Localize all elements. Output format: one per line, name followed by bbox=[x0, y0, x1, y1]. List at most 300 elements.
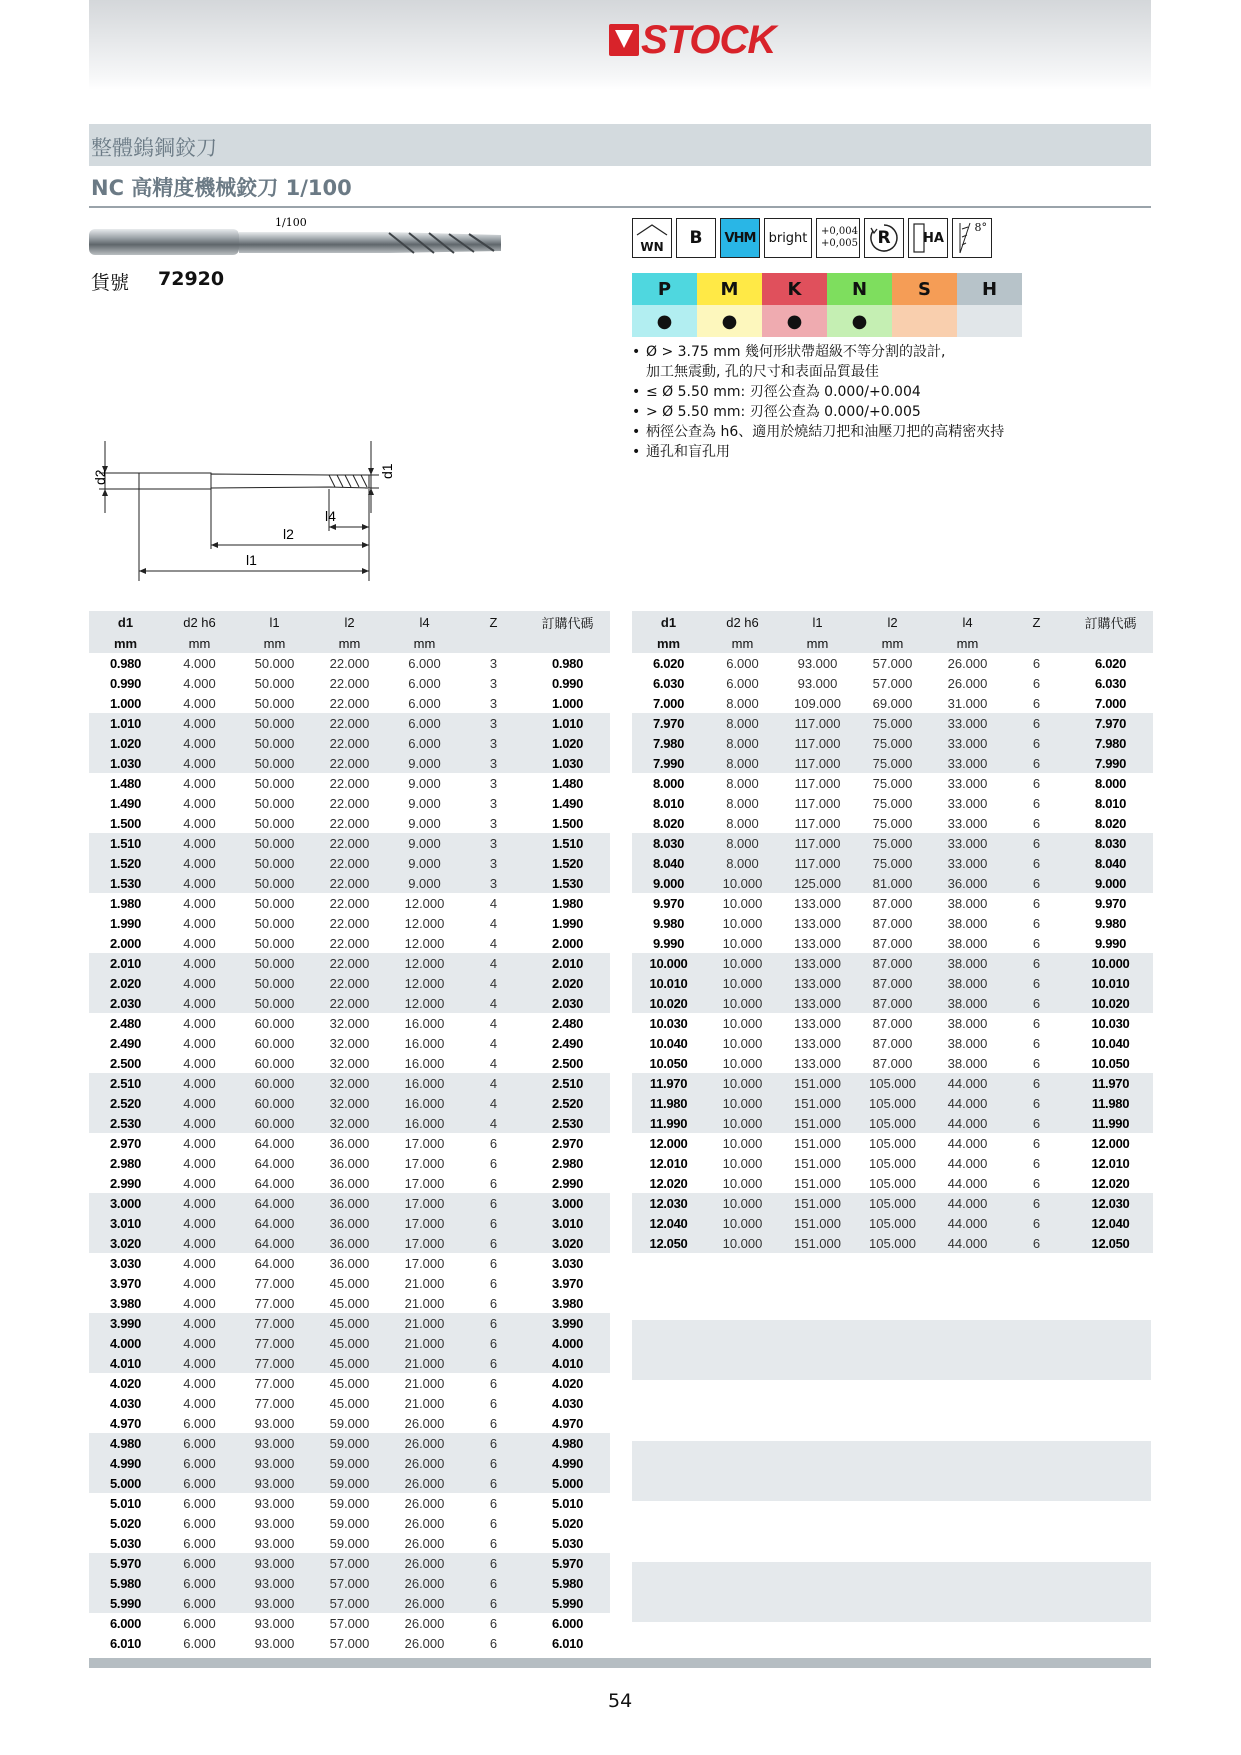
table-cell: 16.000 bbox=[404, 1055, 445, 1071]
table-cell: 4.000 bbox=[162, 1333, 237, 1353]
table-cell: 21.000 bbox=[404, 1275, 445, 1291]
table-cell: 36.000 bbox=[312, 1193, 387, 1213]
table-cell: 133.000 bbox=[794, 1015, 841, 1031]
table-units-row bbox=[632, 633, 1153, 653]
table-cell: 6 bbox=[462, 1313, 525, 1333]
table-cell: 26.000 bbox=[404, 1415, 445, 1431]
table-cell: 4.000 bbox=[183, 895, 216, 911]
table-cell: 117.000 bbox=[780, 753, 855, 773]
table-cell: 1.490 bbox=[109, 795, 142, 811]
table-cell: 6 bbox=[489, 1635, 498, 1651]
table-cell: 4.000 bbox=[183, 1375, 216, 1391]
table-cell: 6.000 bbox=[387, 733, 462, 753]
table-row bbox=[89, 1313, 610, 1333]
table-cell: 4.000 bbox=[183, 1275, 216, 1291]
table-cell: 16.000 bbox=[387, 1073, 462, 1093]
table-cell: 105.000 bbox=[855, 1113, 930, 1133]
table-cell: 87.000 bbox=[872, 1055, 913, 1071]
table-cell: 64.000 bbox=[254, 1175, 295, 1191]
table-cell: 93.000 bbox=[237, 1573, 312, 1593]
table-cell: 59.000 bbox=[329, 1515, 370, 1531]
table-row bbox=[89, 773, 610, 793]
table-row bbox=[632, 753, 1153, 773]
table-cell: 151.000 bbox=[794, 1155, 841, 1171]
order-code-cell: 2.490 bbox=[551, 1035, 584, 1051]
table-cell: 87.000 bbox=[872, 935, 913, 951]
order-code-cell: 2.510 bbox=[525, 1073, 610, 1093]
table-cell: 10.000 bbox=[722, 1175, 763, 1191]
table-cell: 93.000 bbox=[237, 1593, 312, 1613]
table-cell: 10.020 bbox=[632, 993, 705, 1013]
order-code-cell: 8.010 bbox=[1094, 795, 1127, 811]
table-cell: 6 bbox=[1032, 895, 1041, 911]
table-cell: 26.000 bbox=[404, 1635, 445, 1651]
table-cell: 4.990 bbox=[89, 1453, 162, 1473]
table-cell: 17.000 bbox=[404, 1175, 445, 1191]
table-cell: 133.000 bbox=[780, 993, 855, 1013]
table-cell: 3.970 bbox=[109, 1275, 142, 1291]
table-cell: 22.000 bbox=[329, 895, 370, 911]
table-row bbox=[632, 793, 1153, 813]
b-icon bbox=[676, 218, 716, 258]
table-cell: 3 bbox=[489, 695, 498, 711]
table-cell: 50.000 bbox=[237, 853, 312, 873]
helix-angle-label: 8° bbox=[974, 221, 987, 234]
table-cell: 6 bbox=[462, 1333, 525, 1353]
table-cell: 36.000 bbox=[312, 1213, 387, 1233]
table-cell: 151.000 bbox=[780, 1113, 855, 1133]
table-cell: 4.000 bbox=[162, 993, 237, 1013]
table-cell: 50.000 bbox=[237, 973, 312, 993]
table-cell: 6 bbox=[489, 1415, 498, 1431]
table-cell: 117.000 bbox=[780, 833, 855, 853]
table-cell: 81.000 bbox=[855, 873, 930, 893]
table-cell: 3.030 bbox=[109, 1255, 142, 1271]
column-unit bbox=[462, 633, 525, 653]
stock-logo bbox=[609, 18, 775, 62]
table-cell: 93.000 bbox=[237, 1553, 312, 1573]
table-cell: 6 bbox=[1032, 1155, 1041, 1171]
table-row bbox=[89, 1593, 610, 1613]
order-code-cell: 2.980 bbox=[551, 1155, 584, 1171]
order-code-cell: 7.970 bbox=[1068, 713, 1153, 733]
table-cell: 6 bbox=[489, 1395, 498, 1411]
table-cell: 32.000 bbox=[329, 1055, 370, 1071]
table-cell: 12.050 bbox=[632, 1233, 705, 1253]
material-grid bbox=[632, 273, 1022, 337]
table-row bbox=[632, 813, 1153, 833]
table-cell: 2.030 bbox=[89, 993, 162, 1013]
table-cell: 17.000 bbox=[387, 1193, 462, 1213]
column-unit bbox=[525, 633, 610, 653]
table-cell: 57.000 bbox=[312, 1553, 387, 1573]
order-code-cell: 2.970 bbox=[551, 1135, 584, 1151]
table-cell: 133.000 bbox=[794, 1035, 841, 1051]
table-cell: 6 bbox=[1032, 1035, 1041, 1051]
page-header bbox=[89, 0, 1151, 90]
table-cell: 8.010 bbox=[652, 795, 685, 811]
table-cell: 3 bbox=[489, 815, 498, 831]
wn-label: WN bbox=[640, 240, 664, 254]
table-cell: 22.000 bbox=[312, 733, 387, 753]
table-cell: 6 bbox=[489, 1275, 498, 1291]
table-cell: 33.000 bbox=[930, 853, 1005, 873]
table-cell: 36.000 bbox=[329, 1155, 370, 1171]
order-code-cell: 2.480 bbox=[551, 1015, 584, 1031]
table-cell: 87.000 bbox=[872, 1015, 913, 1031]
table-cell: 12.000 bbox=[387, 953, 462, 973]
title-band bbox=[89, 124, 1151, 166]
table-cell: 4.000 bbox=[162, 1093, 237, 1113]
table-cell: 6 bbox=[489, 1175, 498, 1191]
table-row bbox=[632, 1053, 1153, 1073]
table-cell: 2.990 bbox=[109, 1175, 142, 1191]
table-cell: 77.000 bbox=[254, 1375, 295, 1391]
table-cell: 10.000 bbox=[705, 953, 780, 973]
table-cell: 10.000 bbox=[705, 1113, 780, 1133]
table-cell: 4.000 bbox=[183, 815, 216, 831]
table-cell: 87.000 bbox=[855, 973, 930, 993]
order-code-cell: 3.990 bbox=[525, 1313, 610, 1333]
table-row bbox=[632, 1133, 1153, 1153]
table-cell: 26.000 bbox=[387, 1573, 462, 1593]
table-row bbox=[89, 1393, 610, 1413]
table-cell: 26.000 bbox=[947, 675, 988, 691]
table-cell: 4 bbox=[489, 895, 498, 911]
table-cell: 6 bbox=[1005, 1233, 1068, 1253]
table-cell: 6 bbox=[1005, 853, 1068, 873]
order-code-cell: 3.000 bbox=[525, 1193, 610, 1213]
table-cell: 1.530 bbox=[89, 873, 162, 893]
table-cell: 33.000 bbox=[947, 775, 988, 791]
table-cell: 6 bbox=[489, 1495, 498, 1511]
table-cell: 6 bbox=[1032, 935, 1041, 951]
table-row bbox=[89, 1133, 610, 1153]
table-cell: 4.010 bbox=[89, 1353, 162, 1373]
table-cell: 6 bbox=[1032, 775, 1041, 791]
table-row bbox=[632, 713, 1153, 733]
table-cell: 2.020 bbox=[89, 973, 162, 993]
table-cell: 64.000 bbox=[254, 1135, 295, 1151]
table-row bbox=[632, 1173, 1153, 1193]
table-row bbox=[89, 1153, 610, 1173]
table-cell: 93.000 bbox=[237, 1473, 312, 1493]
order-code-cell: 5.980 bbox=[525, 1573, 610, 1593]
table-cell: 6 bbox=[462, 1233, 525, 1253]
table-cell: 125.000 bbox=[780, 873, 855, 893]
order-code-cell: 6.020 bbox=[1094, 655, 1127, 671]
table-cell: 4 bbox=[462, 1113, 525, 1133]
table-cell: 6 bbox=[462, 1473, 525, 1493]
table-row bbox=[89, 1353, 610, 1373]
right-hand-label: R bbox=[877, 228, 891, 248]
order-code-cell: 12.050 bbox=[1068, 1233, 1153, 1253]
table-cell: 38.000 bbox=[930, 973, 1005, 993]
table-cell: 6 bbox=[1005, 1193, 1068, 1213]
table-cell: 6 bbox=[489, 1615, 498, 1631]
table-cell: 22.000 bbox=[329, 655, 370, 671]
tool-fraction: 1/100 bbox=[275, 216, 307, 229]
table-cell: 9.000 bbox=[387, 853, 462, 873]
table-cell: 105.000 bbox=[855, 1193, 930, 1213]
table-cell: 151.000 bbox=[780, 1213, 855, 1233]
table-cell: 6 bbox=[1032, 1015, 1041, 1031]
table-cell: 22.000 bbox=[312, 973, 387, 993]
table-cell: 12.010 bbox=[649, 1155, 688, 1171]
table-cell: 50.000 bbox=[237, 733, 312, 753]
column-unit: mm bbox=[855, 633, 930, 653]
table-cell: 4 bbox=[462, 993, 525, 1013]
material-k-suitability: ● bbox=[762, 305, 827, 337]
table-cell: 4 bbox=[489, 1015, 498, 1031]
table-cell: 4.000 bbox=[162, 753, 237, 773]
table-cell: 60.000 bbox=[237, 1113, 312, 1133]
table-cell: 10.000 bbox=[705, 1193, 780, 1213]
table-cell: 10.050 bbox=[649, 1055, 688, 1071]
table-cell: 77.000 bbox=[254, 1275, 295, 1291]
table-cell: 75.000 bbox=[855, 833, 930, 853]
table-row bbox=[632, 1033, 1153, 1053]
column-header: 訂購代碼 bbox=[525, 611, 610, 633]
order-code-cell: 9.980 bbox=[1094, 915, 1127, 931]
table-cell: 6.000 bbox=[183, 1615, 216, 1631]
table-row bbox=[89, 853, 610, 873]
ha-shank-icon bbox=[908, 218, 948, 258]
page-number: 54 bbox=[608, 1690, 633, 1712]
table-cell: 6 bbox=[1005, 953, 1068, 973]
table-cell: 12.000 bbox=[404, 935, 445, 951]
table-row bbox=[89, 793, 610, 813]
table-cell: 10.000 bbox=[705, 1073, 780, 1093]
table-row bbox=[89, 953, 610, 973]
table-cell: 64.000 bbox=[237, 1213, 312, 1233]
table-row bbox=[89, 1513, 610, 1533]
table-row bbox=[89, 1253, 610, 1273]
table-cell: 4.000 bbox=[162, 1073, 237, 1093]
table-cell: 8.000 bbox=[726, 775, 759, 791]
table-row bbox=[632, 1233, 1153, 1253]
order-code-cell: 1.530 bbox=[525, 873, 610, 893]
table-cell: 17.000 bbox=[404, 1155, 445, 1171]
table-row bbox=[632, 1213, 1153, 1233]
table-cell: 2.520 bbox=[89, 1093, 162, 1113]
table-cell: 2.490 bbox=[109, 1035, 142, 1051]
order-code-cell: 12.000 bbox=[1091, 1135, 1130, 1151]
bright-finish-icon bbox=[764, 218, 812, 258]
order-code-cell: 11.980 bbox=[1068, 1093, 1153, 1113]
order-code-cell: 2.030 bbox=[525, 993, 610, 1013]
feature-item: • 通孔和盲孔用 bbox=[632, 442, 1004, 462]
order-code-cell: 2.520 bbox=[525, 1093, 610, 1113]
table-cell: 59.000 bbox=[312, 1433, 387, 1453]
table-cell: 4.000 bbox=[183, 1175, 216, 1191]
table-cell: 60.000 bbox=[254, 1035, 295, 1051]
table-cell: 10.000 bbox=[705, 1093, 780, 1113]
table-cell: 50.000 bbox=[254, 675, 295, 691]
table-cell: 45.000 bbox=[312, 1333, 387, 1353]
table-cell: 26.000 bbox=[404, 1615, 445, 1631]
table-cell: 4.000 bbox=[162, 1353, 237, 1373]
material-h-header: H bbox=[957, 273, 1022, 305]
table-cell: 6.000 bbox=[162, 1433, 237, 1453]
table-cell: 77.000 bbox=[237, 1333, 312, 1353]
table-cell: 6 bbox=[1032, 655, 1041, 671]
material-p-header: P bbox=[632, 273, 697, 305]
table-cell: 4 bbox=[462, 1073, 525, 1093]
table-row bbox=[89, 1113, 610, 1133]
column-header: 訂購代碼 bbox=[1068, 611, 1153, 633]
table-row bbox=[89, 693, 610, 713]
order-code-cell: 10.040 bbox=[1091, 1035, 1130, 1051]
order-code-cell: 12.040 bbox=[1068, 1213, 1153, 1233]
table-empty-band bbox=[632, 1441, 1151, 1501]
table-cell: 44.000 bbox=[930, 1213, 1005, 1233]
table-cell: 93.000 bbox=[237, 1453, 312, 1473]
table-cell: 4 bbox=[489, 1035, 498, 1051]
table-cell: 9.000 bbox=[387, 833, 462, 853]
table-cell: 50.000 bbox=[237, 753, 312, 773]
table-cell: 5.980 bbox=[89, 1573, 162, 1593]
table-cell: 4.970 bbox=[109, 1415, 142, 1431]
right-hand-cut-icon bbox=[864, 218, 904, 258]
table-cell: 75.000 bbox=[872, 775, 913, 791]
order-code-cell: 4.000 bbox=[525, 1333, 610, 1353]
table-row bbox=[632, 733, 1153, 753]
ha-label: HA bbox=[923, 230, 944, 246]
table-cell: 6 bbox=[489, 1155, 498, 1171]
table-cell: 93.000 bbox=[254, 1615, 295, 1631]
table-cell: 50.000 bbox=[237, 993, 312, 1013]
table-cell: 4.000 bbox=[162, 833, 237, 853]
footer-rule bbox=[89, 1658, 1151, 1668]
table-cell: 6 bbox=[462, 1553, 525, 1573]
table-cell: 75.000 bbox=[872, 795, 913, 811]
order-code-cell: 5.000 bbox=[525, 1473, 610, 1493]
order-code-cell: 11.990 bbox=[1068, 1113, 1153, 1133]
table-cell: 1.480 bbox=[109, 775, 142, 791]
table-cell: 38.000 bbox=[947, 895, 988, 911]
table-row bbox=[632, 1153, 1153, 1173]
table-units-row bbox=[89, 633, 610, 653]
table-cell: 93.000 bbox=[797, 675, 838, 691]
table-cell: 69.000 bbox=[872, 695, 913, 711]
table-cell: 6.030 bbox=[652, 675, 685, 691]
column-unit bbox=[1005, 633, 1068, 653]
title-rule bbox=[89, 206, 1151, 208]
table-cell: 4.030 bbox=[109, 1395, 142, 1411]
table-cell: 6.020 bbox=[652, 655, 685, 671]
table-cell: 6.000 bbox=[726, 655, 759, 671]
table-cell: 22.000 bbox=[329, 795, 370, 811]
table-cell: 26.000 bbox=[387, 1593, 462, 1613]
table-cell: 8.000 bbox=[705, 833, 780, 853]
table-cell: 4.000 bbox=[162, 713, 237, 733]
table-cell: 10.000 bbox=[705, 973, 780, 993]
table-cell: 32.000 bbox=[312, 1073, 387, 1093]
table-cell: 44.000 bbox=[930, 1233, 1005, 1253]
table-cell: 32.000 bbox=[312, 1093, 387, 1113]
column-header: Z bbox=[1005, 611, 1068, 633]
table-cell: 8.000 bbox=[652, 775, 685, 791]
table-cell: 5.010 bbox=[109, 1495, 142, 1511]
dim-l2: l2 bbox=[283, 526, 294, 542]
table-cell: 50.000 bbox=[237, 833, 312, 853]
table-cell: 6 bbox=[1032, 1055, 1041, 1071]
material-p-suitability: ● bbox=[632, 305, 697, 337]
table-cell: 4.000 bbox=[162, 853, 237, 873]
table-row bbox=[632, 673, 1153, 693]
order-code-cell: 4.030 bbox=[551, 1395, 584, 1411]
column-unit: mm bbox=[930, 633, 1005, 653]
table-cell: 109.000 bbox=[794, 695, 841, 711]
table-cell: 22.000 bbox=[329, 675, 370, 691]
table-row bbox=[89, 1013, 610, 1033]
table-cell: 75.000 bbox=[855, 713, 930, 733]
table-cell: 4 bbox=[462, 953, 525, 973]
table-cell: 1.030 bbox=[89, 753, 162, 773]
table-cell: 75.000 bbox=[855, 853, 930, 873]
order-code-cell: 3.980 bbox=[551, 1295, 584, 1311]
table-cell: 0.990 bbox=[109, 675, 142, 691]
table-cell: 33.000 bbox=[947, 815, 988, 831]
table-cell: 44.000 bbox=[930, 1193, 1005, 1213]
table-row bbox=[89, 1373, 610, 1393]
table-cell: 4 bbox=[489, 935, 498, 951]
table-cell: 105.000 bbox=[855, 1213, 930, 1233]
table-cell: 4.000 bbox=[162, 1193, 237, 1213]
column-unit: mm bbox=[632, 633, 705, 653]
table-cell: 38.000 bbox=[947, 915, 988, 931]
order-code-cell: 9.000 bbox=[1068, 873, 1153, 893]
table-cell: 77.000 bbox=[254, 1395, 295, 1411]
table-cell: 45.000 bbox=[329, 1375, 370, 1391]
table-cell: 10.000 bbox=[722, 1155, 763, 1171]
table-cell: 60.000 bbox=[254, 1015, 295, 1031]
dim-l4: l4 bbox=[325, 508, 336, 524]
order-code-cell: 1.510 bbox=[525, 833, 610, 853]
page-title: 整體鎢鋼鉸刀 bbox=[91, 136, 217, 160]
table-cell: 117.000 bbox=[780, 733, 855, 753]
table-cell: 2.510 bbox=[89, 1073, 162, 1093]
table-cell: 36.000 bbox=[312, 1233, 387, 1253]
table-cell: 36.000 bbox=[329, 1175, 370, 1191]
table-cell: 32.000 bbox=[329, 1015, 370, 1031]
table-cell: 6.000 bbox=[408, 655, 441, 671]
table-cell: 50.000 bbox=[254, 895, 295, 911]
column-unit: mm bbox=[387, 633, 462, 653]
feature-item: • Ø > 3.75 mm 幾何形狀帶超級不等分割的設計, bbox=[632, 342, 1004, 362]
material-m-suitability: ● bbox=[697, 305, 762, 337]
table-cell: 4.000 bbox=[162, 733, 237, 753]
table-cell: 4.000 bbox=[183, 795, 216, 811]
table-cell: 4.000 bbox=[183, 1055, 216, 1071]
table-cell: 10.000 bbox=[722, 935, 763, 951]
column-header: d1 bbox=[632, 611, 705, 633]
column-header: l1 bbox=[780, 611, 855, 633]
order-code-cell: 1.000 bbox=[551, 695, 584, 711]
table-cell: 9.000 bbox=[387, 873, 462, 893]
table-cell: 44.000 bbox=[930, 1073, 1005, 1093]
table-cell: 44.000 bbox=[947, 1155, 988, 1171]
table-cell: 1.500 bbox=[109, 815, 142, 831]
table-cell: 50.000 bbox=[237, 713, 312, 733]
table-cell: 9.000 bbox=[408, 795, 441, 811]
tolerance-label: +0,004 +0,005 bbox=[821, 226, 859, 249]
order-code-cell: 1.990 bbox=[551, 915, 584, 931]
table-cell: 2.000 bbox=[109, 935, 142, 951]
table-cell: 4.000 bbox=[183, 1135, 216, 1151]
order-code-cell: 11.970 bbox=[1068, 1073, 1153, 1093]
